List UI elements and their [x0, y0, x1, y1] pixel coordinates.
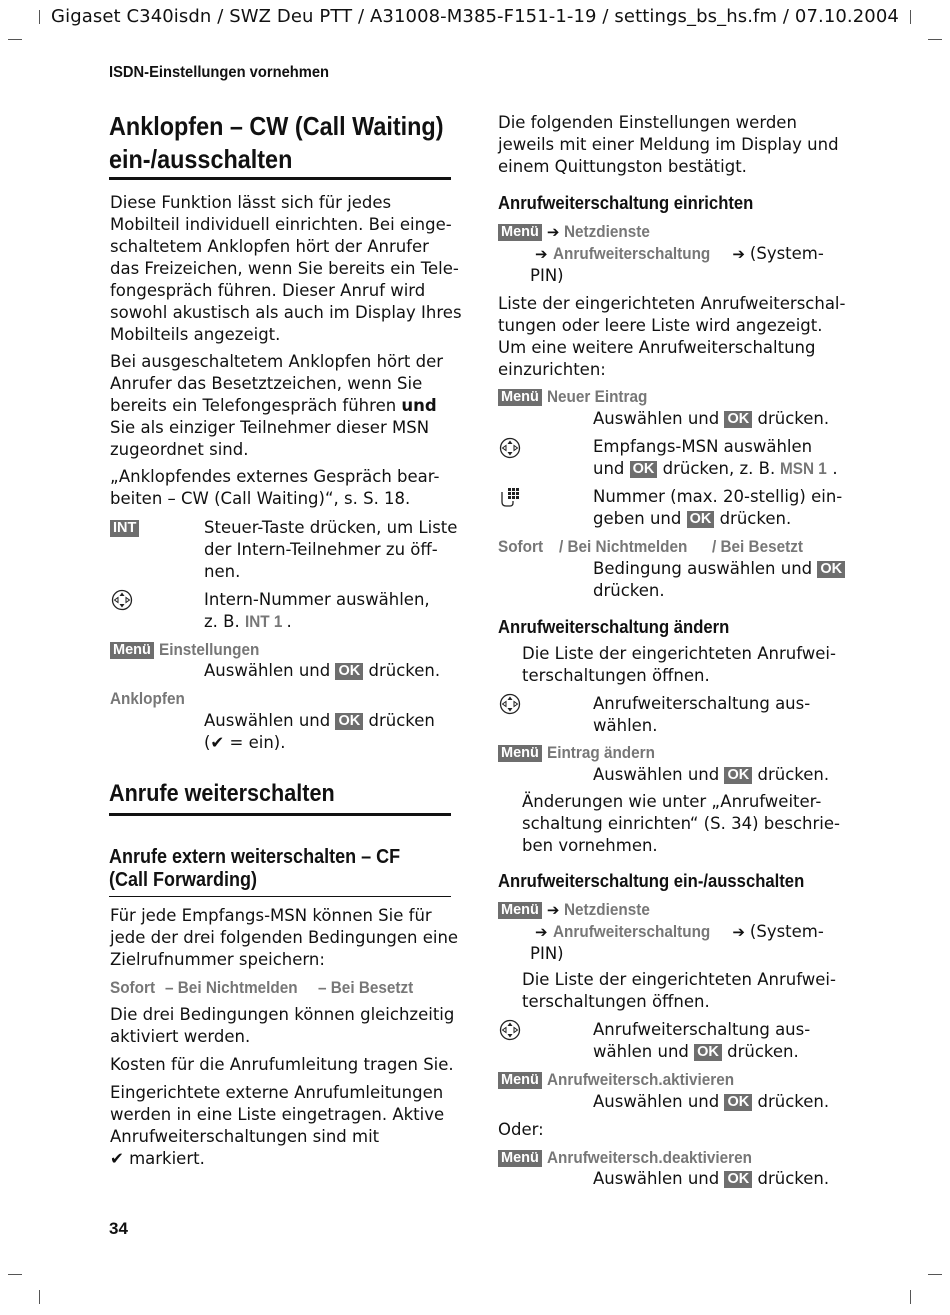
ok-key: OK	[687, 511, 715, 528]
section-header: ISDN-Einstellungen vornehmen	[109, 64, 330, 81]
select-instruction: Auswählen und OK drücken.	[593, 1169, 830, 1188]
heading-on-off: Anrufweiterschaltung ein-/ausschalten	[498, 870, 805, 891]
int-key-row	[110, 517, 139, 539]
menu-edit-entry: Menü Eintrag ändern	[498, 742, 667, 764]
crop-mark	[39, 1290, 40, 1304]
ok-key: OK	[724, 767, 752, 784]
crop-mark	[8, 39, 22, 40]
navigation-key-icon	[111, 589, 133, 611]
heading-rule	[109, 177, 451, 180]
select-instruction: Auswählen und OK drücken.	[593, 409, 830, 428]
anklopfen-option: Anklopfen	[110, 689, 185, 708]
navigation-key-icon	[499, 1019, 521, 1041]
menu-path-setup: Menü ➔ Netzdienste	[498, 221, 660, 243]
menu-path-setup-cont: ➔ Anrufweiterschaltung ➔ (System- PIN)	[530, 244, 824, 285]
heading-call-waiting: Anklopfen – CW (Call Waiting) ein-/ausschalten	[109, 111, 444, 174]
paragraph-open-list: Die Liste der eingerichteten Anrufwei- terschaltungen öffnen.	[522, 644, 836, 685]
paragraph-confirmation: Die folgenden Einstellungen werden jeweils mit einer Meldung im Display und einem Quittungston bestätigt.	[498, 113, 839, 176]
menu-path-onoff: Menü ➔ Netzdienste	[498, 899, 660, 921]
heading-call-forwarding: Anrufe weiterschalten	[109, 780, 335, 807]
menu-key: Menü	[498, 745, 542, 762]
anklopfen-instruction: Auswählen und OK drücken (✔ = ein).	[204, 711, 435, 752]
paragraph-reference: „Anklopfendes externes Gespräch bear- beiten – CW (Call Waiting)“, s. S. 18.	[110, 467, 440, 508]
heading-setup: Anrufweiterschaltung einrichten	[498, 192, 754, 213]
paragraph-list: Eingerichtete externe Anrufumleitungen werden in eine Liste eingetragen. Aktive Anrufweiterschaltungen sind mit ✔ markiert.	[110, 1083, 445, 1168]
heading-change: Anrufweiterschaltung ändern	[498, 616, 730, 637]
paragraph-costs: Kosten für die Anrufumleitung tragen Sie.	[110, 1055, 454, 1074]
menu-key: Menü	[498, 1072, 542, 1089]
ok-key: OK	[817, 561, 845, 578]
paragraph-msn: Für jede Empfangs-MSN können Sie für jede der drei folgenden Bedingungen eine Zielrufnummer speichern:	[110, 906, 459, 969]
msn-instruction: Empfangs-MSN auswählen und OK drücken, z. B. MSN 1 .	[593, 437, 838, 478]
menu-activate: Menü Anrufweitersch.aktivieren	[498, 1069, 755, 1091]
condition-instruction: Bedingung auswählen und OK drücken.	[593, 558, 845, 602]
arrow-icon: ➔	[732, 245, 745, 263]
navigation-key-icon	[499, 693, 521, 715]
menu-deactivate: Menü Anrufweitersch.deaktivieren	[498, 1147, 775, 1169]
select-instruction: Auswählen und OK drücken.	[593, 1092, 830, 1111]
select-instruction: Auswählen und OK drücken.	[204, 661, 441, 680]
menu-key: Menü	[110, 642, 154, 659]
ok-key: OK	[724, 411, 752, 428]
nav-select-cf-2: Anrufweiterschaltung aus- wählen und OK drücken.	[593, 1020, 811, 1061]
menu-path-onoff-cont: ➔ Anrufweiterschaltung ➔ (System- PIN)	[530, 922, 824, 963]
paragraph-open-list-2: Die Liste der eingerichteten Anrufwei- terschaltungen öffnen.	[522, 970, 836, 1011]
paragraph-disabled: Bei ausgeschaltetem Anklopfen hört der Anrufer das Besetztzeichen, wenn Sie bereits ein Telefongespräch führen und Sie als einziger Teilnehmer dieser MSN zugeordnet sind.	[110, 352, 444, 459]
crop-mark	[928, 1274, 942, 1275]
menu-key: Menü	[498, 389, 542, 406]
nav-select-cf: Anrufweiterschaltung aus- wählen.	[593, 694, 811, 735]
arrow-icon: ➔	[535, 923, 548, 941]
navigation-key-icon	[499, 437, 521, 459]
crop-mark	[928, 39, 942, 40]
crop-mark	[910, 1290, 911, 1304]
heading-external-forwarding: Anrufe extern weiterschalten – CF (Call Forwarding)	[109, 846, 401, 891]
heading-rule	[109, 813, 451, 816]
condition-options: Sofort / Bei Nichtmelden / Bei Besetzt	[498, 537, 803, 556]
ok-key: OK	[630, 461, 658, 478]
int-key: INT	[110, 520, 139, 537]
paragraph-change-note: Änderungen wie unter „Anrufweiter- schaltung einrichten“ (S. 34) beschrie- ben vornehmen.	[522, 792, 840, 855]
document-header: Gigaset C340isdn / SWZ Deu PTT / A31008-M385-F151-1-19 / settings_bs_hs.fm / 07.10.2004	[51, 6, 899, 27]
menu-einstellungen-row: Menü Einstellungen	[110, 639, 271, 661]
crop-mark	[8, 1274, 22, 1275]
ok-key: OK	[694, 1044, 722, 1061]
menu-key: Menü	[498, 1150, 542, 1167]
ok-key: OK	[724, 1171, 752, 1188]
page-number: 34	[109, 1219, 128, 1238]
arrow-icon: ➔	[546, 223, 560, 241]
arrow-icon: ➔	[732, 923, 745, 941]
arrow-icon: ➔	[546, 901, 560, 919]
menu-key: Menü	[498, 224, 542, 241]
or-label: Oder:	[498, 1120, 544, 1139]
paragraph-simultaneous: Die drei Bedingungen können gleichzeitig aktiviert werden.	[110, 1005, 455, 1046]
keypad-icon	[500, 486, 520, 508]
select-instruction: Auswählen und OK drücken.	[593, 765, 830, 784]
check-icon: ✔	[110, 1149, 124, 1168]
ok-key: OK	[724, 1094, 752, 1111]
menu-new-entry: Menü Neuer Eintrag	[498, 386, 659, 408]
heading-rule	[109, 896, 451, 897]
ok-key: OK	[335, 663, 363, 680]
ok-key: OK	[335, 713, 363, 730]
paragraph-list-shown: Liste der eingerichteten Anrufweiterschal- tungen oder leere Liste wird angezeigt. Um eine weitere Anrufweiterschaltung einzurichten:	[498, 294, 846, 379]
nav-description-int: Intern-Nummer auswählen, z. B. INT 1 .	[204, 590, 430, 631]
number-instruction: Nummer (max. 20-stellig) ein- geben und OK drücken.	[593, 487, 843, 528]
menu-key: Menü	[498, 902, 542, 919]
arrow-icon: ➔	[535, 245, 548, 263]
paragraph-intro: Diese Funktion lässt sich für jedes Mobilteil individuell einrichten. Bei einge- schaltetem Anklopfen hört der Anrufer das Freizeichen, wenn Sie bereits ein Tele- fongespräch führen. Dieser Anruf wird sowohl akustisch als auch im Display Ihres Mobilteils angezeigt.	[110, 193, 462, 344]
conditions-list: Sofort – Bei Nichtmelden – Bei Besetzt	[110, 978, 414, 997]
int-description: Steuer-Taste drücken, um Liste der Intern-Teilnehmer zu öff- nen.	[204, 518, 458, 581]
